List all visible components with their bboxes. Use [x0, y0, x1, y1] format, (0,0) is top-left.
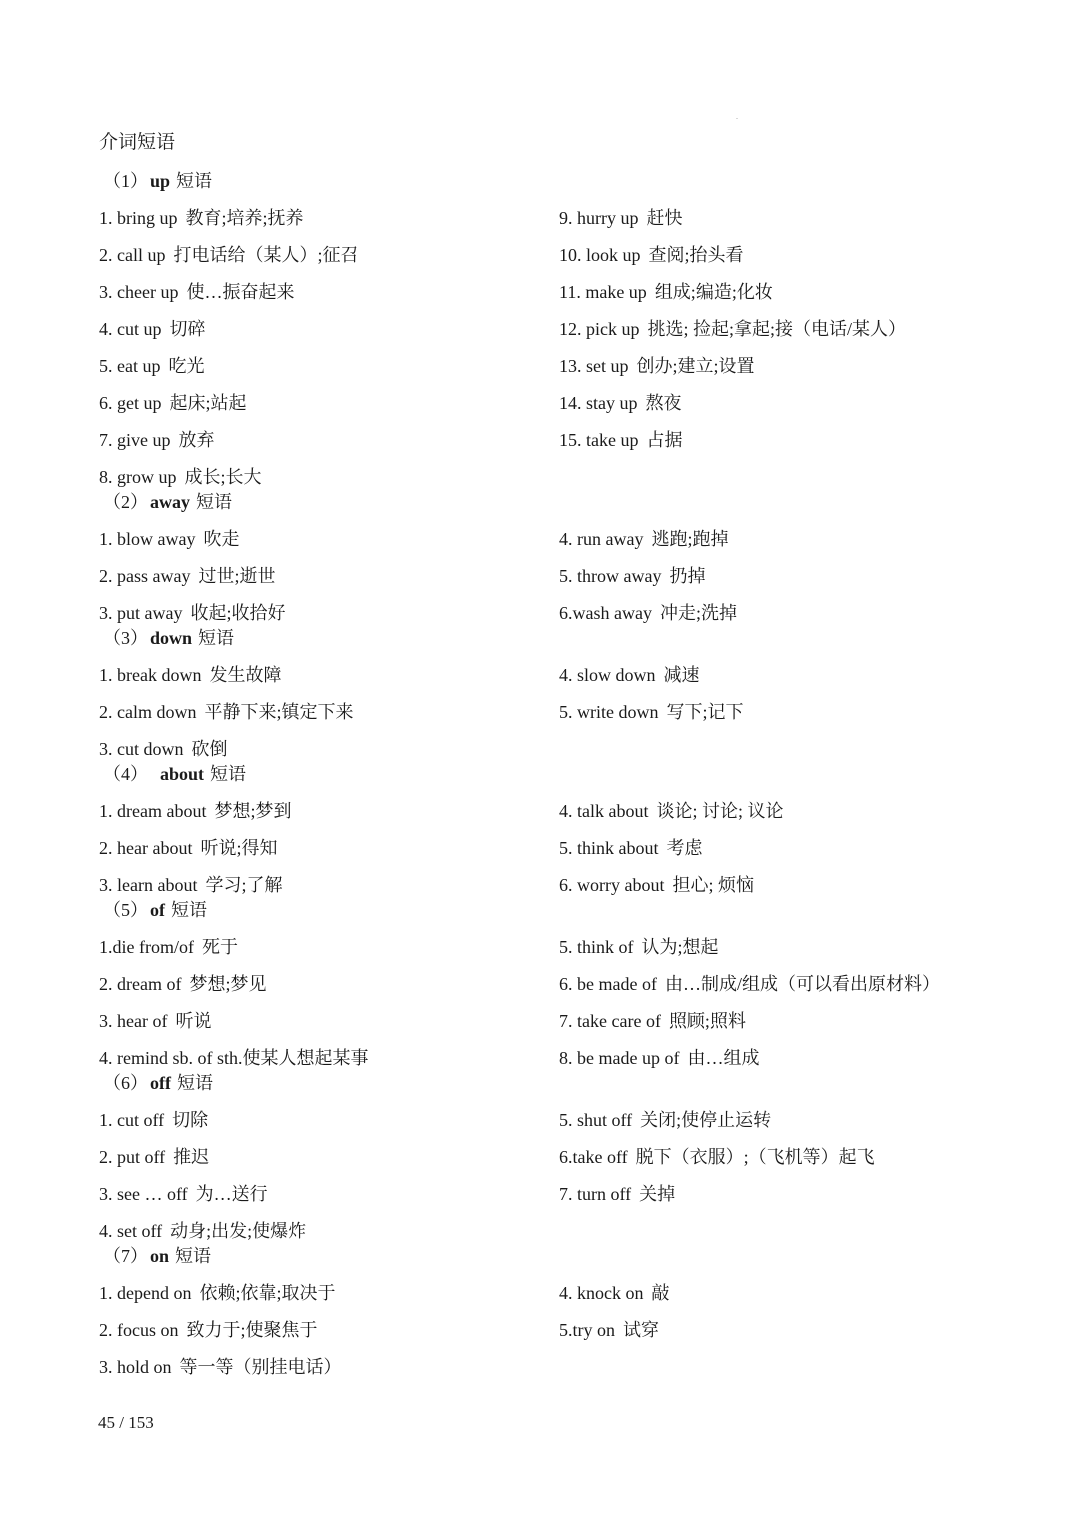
phrase-item — [99, 565, 286, 602]
phrase-chinese: 熬夜 — [645, 393, 682, 413]
section-off — [99, 1072, 999, 1241]
phrase-english: 3. hold on — [99, 1357, 172, 1377]
section-heading — [103, 899, 999, 921]
phrase-chinese: 关闭;使停止运转 — [640, 1110, 772, 1130]
phrase-item — [559, 800, 784, 837]
phrase-chinese: 吃光 — [168, 356, 205, 376]
phrase-chinese: 扔掉 — [669, 566, 706, 586]
phrase-english: 1. bring up — [99, 208, 178, 228]
phrase-chinese: 听说;得知 — [200, 838, 278, 858]
phrase-chinese: 使某人想起某事 — [242, 1048, 369, 1068]
phrase-english: 2. pass away — [99, 566, 191, 586]
phrase-column-right — [559, 664, 744, 738]
section-up — [99, 170, 999, 487]
phrase-item — [99, 281, 358, 318]
phrase-english: 1. cut off — [99, 1110, 165, 1130]
phrase-chinese: 放弃 — [178, 430, 215, 450]
phrase-english: 11. make up — [559, 282, 647, 302]
phrase-english: 5.try on — [559, 1320, 615, 1340]
phrase-english: 5. eat up — [99, 356, 161, 376]
phrase-english: 1. depend on — [99, 1283, 192, 1303]
phrase-chinese: 由…组成 — [687, 1048, 760, 1068]
phrase-english: 3. put away — [99, 603, 183, 623]
phrase-chinese: 脱下（衣服）;（飞机等）起飞 — [635, 1147, 875, 1167]
phrase-chinese: 成长;长大 — [184, 467, 262, 487]
phrase-chinese: 吹走 — [203, 529, 240, 549]
phrase-item — [99, 1109, 306, 1146]
section-suffix: 短语 — [198, 628, 235, 648]
phrase-chinese: 起床;站起 — [169, 393, 247, 413]
phrase-item — [559, 1010, 940, 1047]
section-keyword: up — [150, 171, 171, 191]
phrase-chinese: 学习;了解 — [205, 875, 283, 895]
phrase-english: 2. calm down — [99, 702, 197, 722]
phrase-english: 3. cheer up — [99, 282, 179, 302]
phrase-english: 4. remind sb. of sth. — [99, 1048, 243, 1068]
phrase-chinese: 写下;记下 — [666, 702, 744, 722]
phrase-english: 3. see … off — [99, 1184, 188, 1204]
section-keyword: of — [150, 900, 165, 920]
phrase-column-right — [559, 800, 784, 911]
phrase-item — [559, 355, 906, 392]
phrase-english: 5. write down — [559, 702, 659, 722]
phrase-chinese: 梦想;梦到 — [214, 801, 292, 821]
phrase-chinese: 打电话给（某人）;征召 — [173, 245, 359, 265]
phrase-english: 2. put off — [99, 1147, 166, 1167]
phrase-column-right — [559, 528, 737, 639]
phrase-item — [559, 973, 940, 1010]
phrase-item — [559, 528, 737, 565]
phrase-chinese: 关掉 — [639, 1184, 676, 1204]
section-keyword: off — [150, 1073, 171, 1093]
phrase-item — [559, 207, 906, 244]
phrase-english: 3. cut down — [99, 739, 184, 759]
phrase-chinese: 减速 — [663, 665, 700, 685]
phrase-chinese: 砍倒 — [191, 739, 228, 759]
section-number: （6） — [103, 1073, 148, 1093]
section-heading — [103, 170, 999, 192]
phrase-item — [99, 1183, 306, 1220]
phrase-chinese: 占据 — [646, 430, 683, 450]
phrase-item — [99, 936, 369, 973]
phrase-chinese: 组成;编造;化妆 — [654, 282, 773, 302]
phrase-column-left — [99, 936, 369, 1084]
phrase-english: 12. pick up — [559, 319, 640, 339]
phrase-item — [559, 244, 906, 281]
section-down — [99, 627, 999, 759]
section-heading — [103, 491, 999, 513]
section-keyword: about — [160, 764, 205, 784]
phrase-english: 1. dream about — [99, 801, 207, 821]
phrase-chinese: 等一等（别挂电话） — [179, 1357, 342, 1377]
section-number: （5） — [103, 900, 148, 920]
section-away — [99, 491, 999, 623]
phrase-chinese: 赶快 — [646, 208, 683, 228]
phrase-chinese: 死于 — [201, 937, 238, 957]
section-about — [99, 763, 999, 895]
phrase-item — [99, 1282, 342, 1319]
phrase-english: 6.take off — [559, 1147, 628, 1167]
section-number: （4） — [103, 764, 148, 784]
phrase-english: 1. break down — [99, 665, 202, 685]
phrase-chinese: 创办;建立;设置 — [636, 356, 755, 376]
phrase-english: 7. take care of — [559, 1011, 661, 1031]
phrase-chinese: 查阅;抬头看 — [648, 245, 744, 265]
phrase-english: 8. grow up — [99, 467, 177, 487]
section-suffix: 短语 — [176, 171, 213, 191]
phrase-chinese: 动身;出发;使爆炸 — [170, 1221, 307, 1241]
phrase-chinese: 挑选; 捡起;拿起;接（电话/某人） — [647, 319, 907, 339]
phrase-chinese: 逃跑;跑掉 — [651, 529, 729, 549]
phrase-column-left — [99, 664, 354, 775]
phrase-column-right — [559, 1109, 875, 1220]
phrase-english: 7. turn off — [559, 1184, 632, 1204]
phrase-item — [99, 528, 286, 565]
phrase-item — [99, 701, 354, 738]
phrase-english: 9. hurry up — [559, 208, 639, 228]
phrase-item — [559, 392, 906, 429]
phrase-chinese: 听说 — [175, 1011, 212, 1031]
phrase-item — [559, 1146, 875, 1183]
scan-speck — [736, 118, 738, 119]
phrase-item — [99, 207, 358, 244]
phrase-item — [559, 318, 906, 355]
phrase-item — [99, 973, 369, 1010]
phrase-item — [559, 1319, 670, 1356]
phrase-column-left — [99, 800, 291, 911]
section-of — [99, 899, 999, 1068]
phrase-chinese: 照顾;照料 — [668, 1011, 746, 1031]
section-keyword: down — [150, 628, 193, 648]
section-number: （7） — [103, 1246, 148, 1266]
section-number: （3） — [103, 628, 148, 648]
section-keyword: away — [150, 492, 190, 512]
phrase-english: 3. hear of — [99, 1011, 168, 1031]
phrase-chinese: 切除 — [172, 1110, 209, 1130]
section-suffix: 短语 — [171, 900, 207, 920]
phrase-chinese: 由…制成/组成（可以看出原材料） — [664, 974, 940, 994]
phrase-item — [559, 1183, 875, 1220]
phrase-chinese: 切碎 — [169, 319, 206, 339]
section-number: （1） — [103, 171, 148, 191]
section-heading — [103, 1245, 999, 1267]
phrase-chinese: 平静下来;镇定下来 — [204, 702, 354, 722]
phrase-english: 13. set up — [559, 356, 629, 376]
phrase-chinese: 过世;逝世 — [198, 566, 276, 586]
phrase-item — [99, 800, 291, 837]
phrase-english: 10. look up — [559, 245, 641, 265]
phrase-english: 4. knock on — [559, 1283, 644, 1303]
phrase-english: 2. call up — [99, 245, 166, 265]
phrase-english: 5. shut off — [559, 1110, 633, 1130]
phrase-column-left — [99, 207, 358, 503]
phrase-item — [99, 1356, 342, 1393]
section-suffix: 短语 — [177, 1073, 213, 1093]
section-heading — [103, 627, 999, 649]
phrase-english: 4. talk about — [559, 801, 649, 821]
phrase-item — [559, 429, 906, 466]
phrase-english: 6. worry about — [559, 875, 665, 895]
phrase-item — [559, 1282, 670, 1319]
phrase-chinese: 收起;收拾好 — [190, 603, 286, 623]
phrase-english: 4. set off — [99, 1221, 163, 1241]
phrase-chinese: 考虑 — [666, 838, 703, 858]
phrase-item — [559, 701, 744, 738]
phrase-item — [559, 1109, 875, 1146]
phrase-english: 1.die from/of — [99, 937, 194, 957]
phrase-chinese: 认为;想起 — [641, 937, 719, 957]
phrase-item — [99, 355, 358, 392]
phrase-item — [559, 664, 744, 701]
section-keyword: on — [150, 1246, 170, 1266]
phrase-english: 7. give up — [99, 430, 171, 450]
phrase-english: 2. focus on — [99, 1320, 179, 1340]
phrase-column-right — [559, 936, 940, 1084]
phrase-english: 4. run away — [559, 529, 644, 549]
phrase-chinese: 发生故障 — [209, 665, 282, 685]
phrase-item — [559, 281, 906, 318]
phrase-item — [99, 1319, 342, 1356]
phrase-column-right — [559, 1282, 670, 1356]
phrase-english: 2. dream of — [99, 974, 182, 994]
phrase-chinese: 教育;培养;抚养 — [185, 208, 304, 228]
phrase-item — [99, 1010, 369, 1047]
section-number: （2） — [103, 492, 148, 512]
phrase-column-left — [99, 1109, 306, 1257]
phrase-item — [99, 392, 358, 429]
phrase-english: 8. be made up of — [559, 1048, 680, 1068]
phrase-chinese: 梦想;梦见 — [189, 974, 267, 994]
document-title: 介词短语 — [99, 132, 176, 153]
phrase-chinese: 使…振奋起来 — [186, 282, 295, 302]
page-number: 45 / 153 — [98, 1413, 154, 1432]
phrase-item — [99, 837, 291, 874]
section-suffix: 短语 — [175, 1246, 212, 1266]
phrase-column-left — [99, 528, 286, 639]
phrase-english: 5. throw away — [559, 566, 662, 586]
phrase-chinese: 担心; 烦恼 — [672, 875, 754, 895]
phrase-item — [559, 565, 737, 602]
phrase-english: 5. think about — [559, 838, 659, 858]
section-suffix: 短语 — [210, 764, 247, 784]
phrase-english: 6. get up — [99, 393, 162, 413]
phrase-item — [99, 244, 358, 281]
section-heading — [103, 763, 999, 785]
phrase-english: 3. learn about — [99, 875, 198, 895]
phrase-english: 6. be made of — [559, 974, 657, 994]
phrase-english: 1. blow away — [99, 529, 196, 549]
phrase-english: 5. think of — [559, 937, 634, 957]
phrase-item — [559, 936, 940, 973]
phrase-chinese: 为…送行 — [195, 1184, 268, 1204]
phrase-item — [99, 664, 354, 701]
phrase-chinese: 致力于;使聚焦于 — [186, 1320, 318, 1340]
phrase-item — [99, 429, 358, 466]
phrase-english: 2. hear about — [99, 838, 193, 858]
section-heading — [103, 1072, 999, 1094]
section-suffix: 短语 — [196, 492, 232, 512]
phrase-chinese: 冲走;洗掉 — [659, 603, 737, 623]
phrase-column-left — [99, 1282, 342, 1393]
phrase-english: 4. cut up — [99, 319, 162, 339]
phrase-chinese: 试穿 — [623, 1320, 659, 1340]
phrase-item — [99, 1146, 306, 1183]
phrase-chinese: 推迟 — [173, 1147, 210, 1167]
phrase-item — [99, 318, 358, 355]
phrase-column-right — [559, 207, 906, 466]
phrase-chinese: 依赖;依靠;取决于 — [199, 1283, 336, 1303]
phrase-english: 14. stay up — [559, 393, 638, 413]
phrase-english: 15. take up — [559, 430, 639, 450]
phrase-item — [559, 837, 784, 874]
phrase-chinese: 敲 — [651, 1283, 670, 1303]
section-on — [99, 1245, 999, 1377]
phrase-chinese: 谈论; 讨论; 议论 — [656, 801, 784, 821]
phrase-english: 4. slow down — [559, 665, 656, 685]
phrase-english: 6.wash away — [559, 603, 652, 623]
